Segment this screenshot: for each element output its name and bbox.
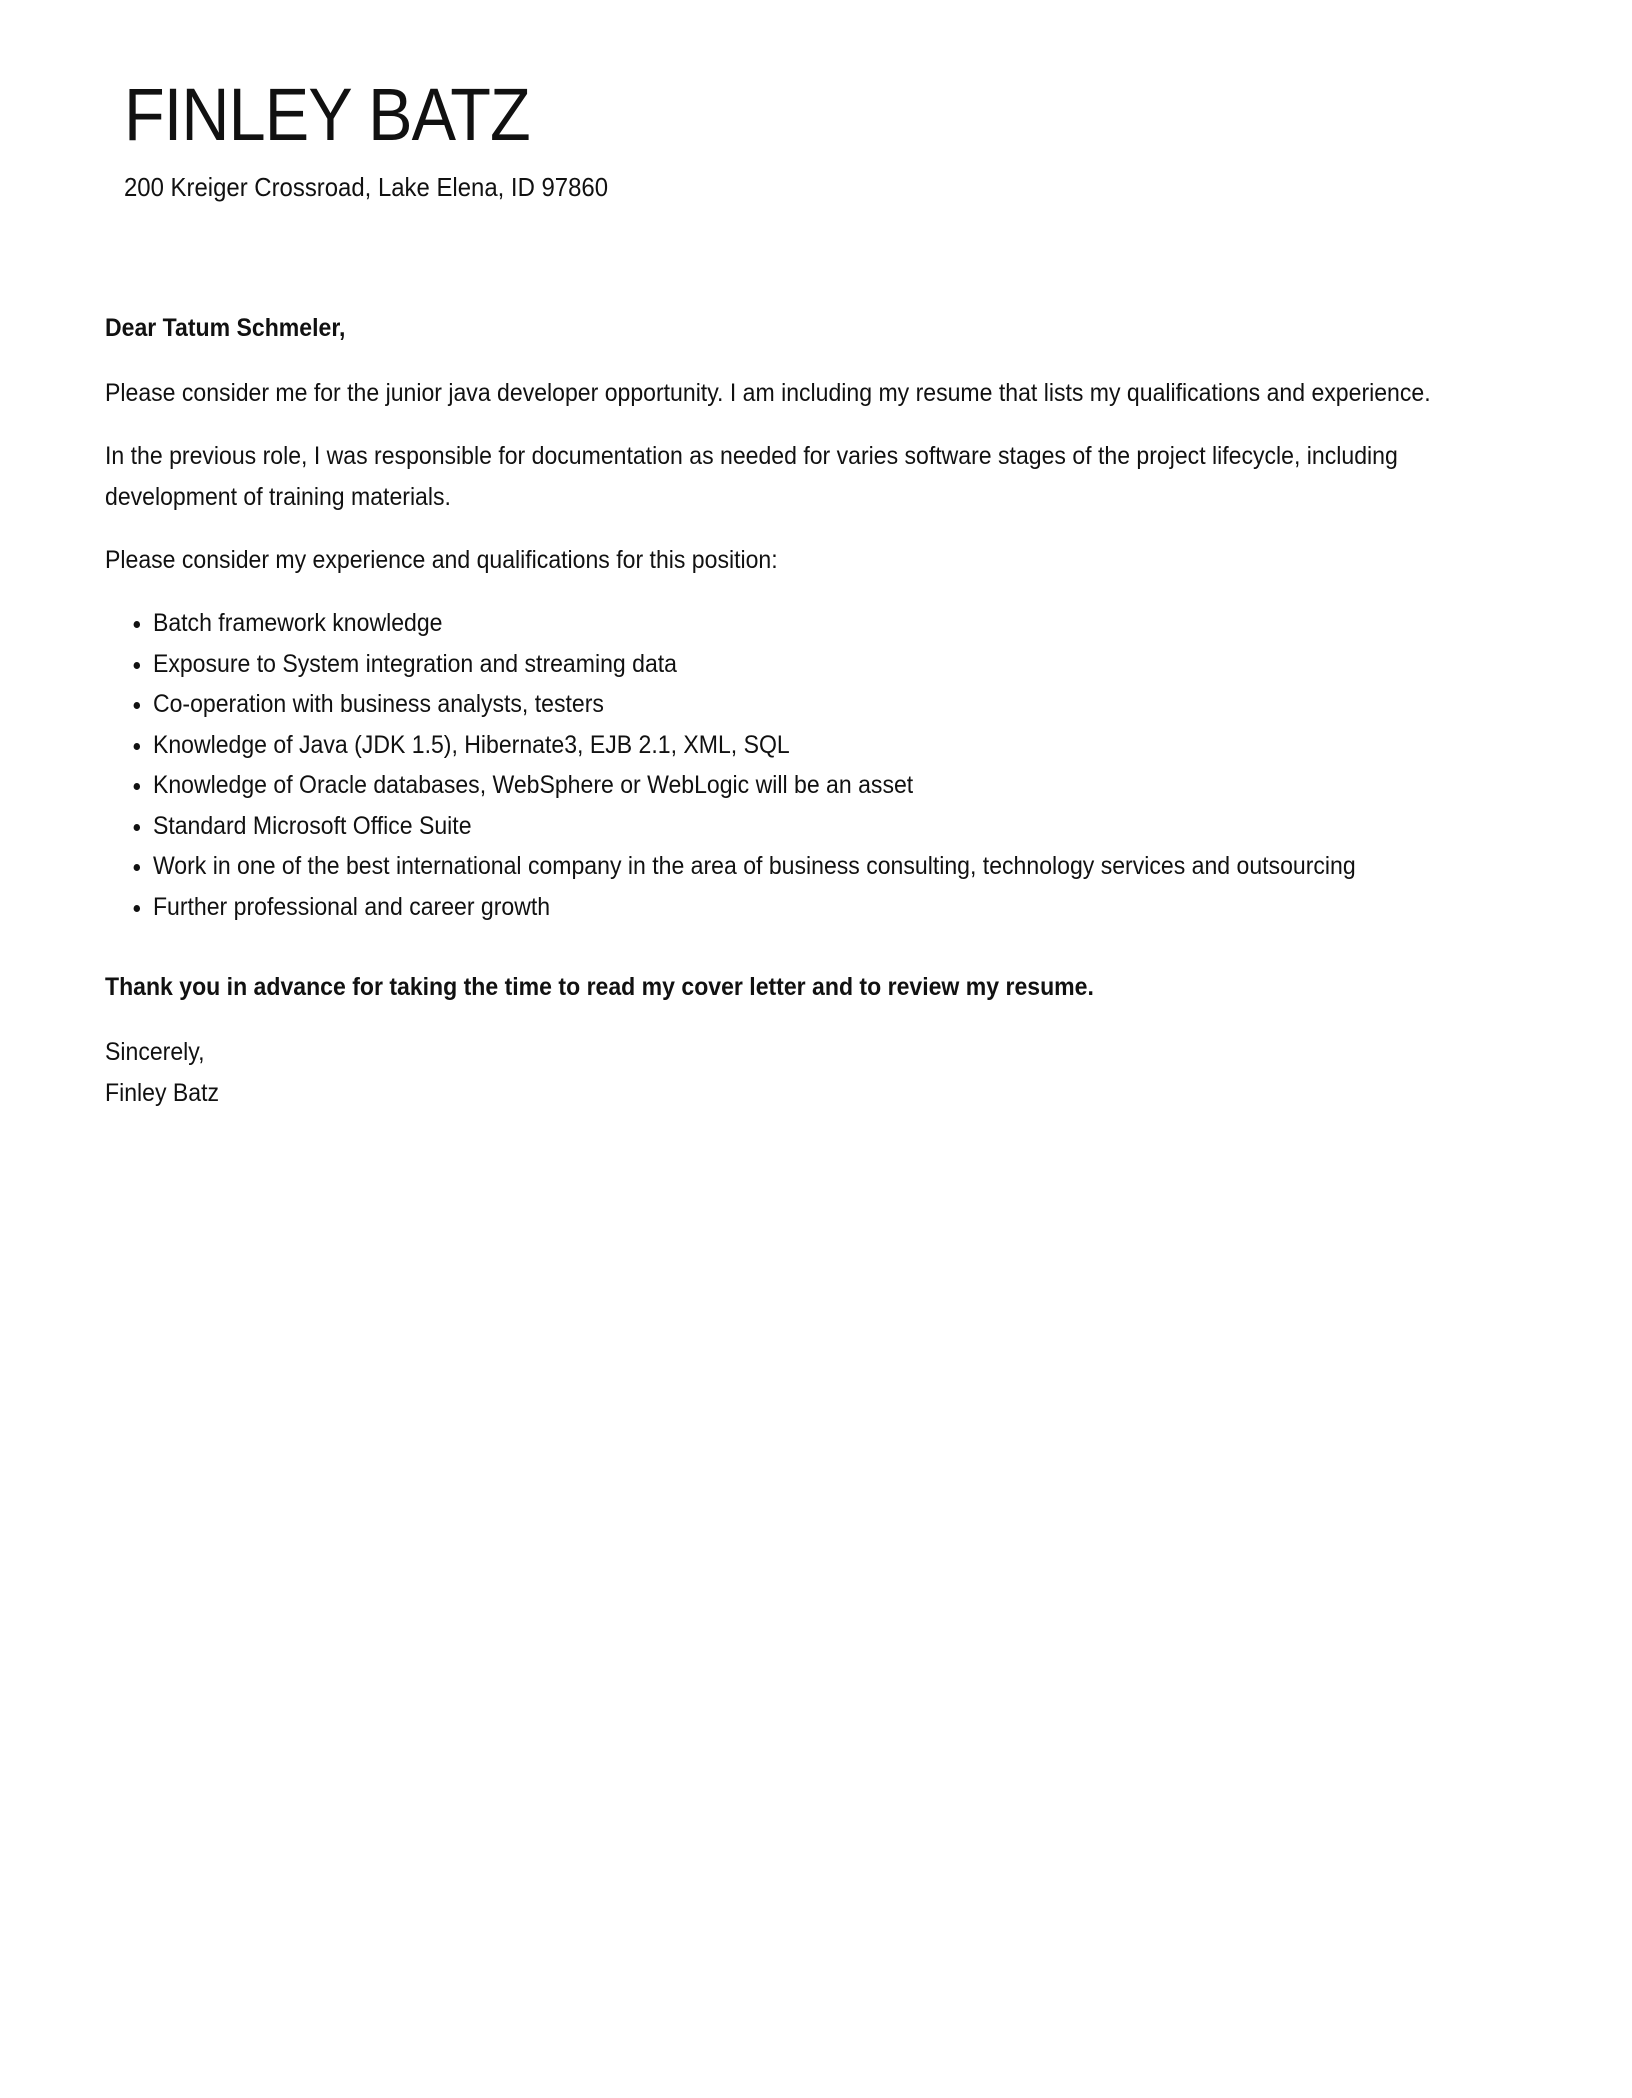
salutation: Dear Tatum Schmeler, [105,314,346,342]
list-item: • Exposure to System integration and streaming data [153,644,1525,685]
qualifications-list [105,603,1525,927]
sender-address: 200 Kreiger Crossroad, Lake Elena, ID 97860 [124,172,609,202]
list-item: • Knowledge of Oracle databases, WebSphere or WebLogic will be an asset [153,765,1525,806]
valediction: Sincerely, [105,1038,205,1066]
list-item: • Further professional and career growth [153,887,1525,928]
signoff [105,1032,1525,1114]
sender-name: FINLEY BATZ [124,73,530,156]
experience-paragraph: In the previous role, I was responsible for documentation as needed for varies software stages of the project lifecycle, including development of training materials. [105,442,1398,511]
list-item: • Knowledge of Java (JDK 1.5), Hibernate3, EJB 2.1, XML, SQL [153,725,1525,766]
qualifications-intro: Please consider my experience and qualifications for this position: [105,546,778,574]
letter-header [124,72,650,204]
list-item: • Standard Microsoft Office Suite [153,806,1525,847]
letter-body [105,308,1525,1114]
intro-paragraph: Please consider me for the junior java developer opportunity. I am including my resume that lists my qualifications and experience. [105,379,1431,407]
signature-name: Finley Batz [105,1079,220,1107]
list-item: • Co-operation with business analysts, testers [153,684,1525,725]
list-item: • Work in one of the best international company in the area of business consulting, technology services and outsourcing [153,846,1525,887]
closing-statement: Thank you in advance for taking the time to read my cover letter and to review my resume. [105,973,1094,1001]
list-item: • Batch framework knowledge [153,603,1525,644]
